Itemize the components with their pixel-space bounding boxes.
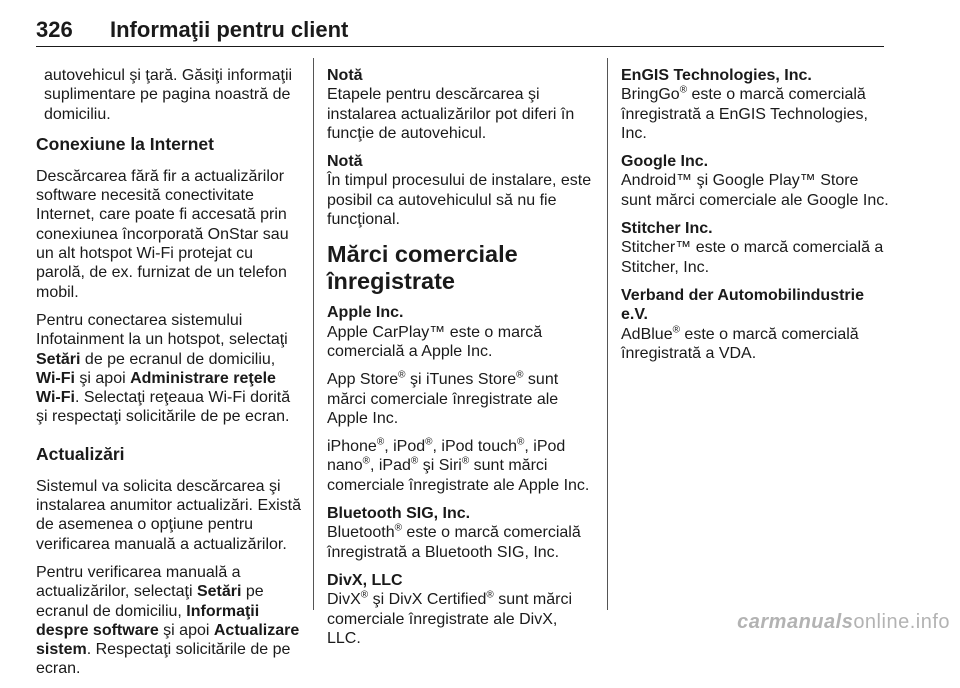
heading-internet: Conexiune la Internet — [36, 133, 214, 154]
paragraph-hotspot: Pentru conectarea sistemului Infotainment la un hotspot, selectaţi Setări de pe ecranul de domiciliu, Wi-Fi şi apoi Administrare reţele Wi-Fi. Selectaţi reţeaua Wi-Fi dorită şi respectaţi solicitările de pe ecran. — [36, 311, 291, 426]
continued-paragraph: autovehicul şi ţară. Găsiţi informaţii suplimentare pe pagina noastră de domiciliu. — [44, 67, 293, 123]
note-steps: Notă Etapele pentru descărcarea şi instalarea actualizărilor pot diferi în funcţie de autovehicul. — [327, 66, 595, 143]
column-divider — [313, 58, 314, 610]
watermark: carmanualsonline.info — [737, 611, 950, 633]
trademark-vda: Verband der Automobilindustrie e.V. AdBlue® este o marcă comercială înregistrată a VDA. — [621, 286, 893, 363]
company-name: Bluetooth SIG, Inc. — [327, 505, 471, 523]
trademark-engis: EnGIS Technologies, Inc. BringGo® este o marcă comercială înregistrată a EnGIS Technologies, Inc. — [621, 66, 893, 143]
note-install: Notă În timpul procesului de instalare, este posibil ca autovehiculul să nu fie funcţional. — [327, 152, 595, 229]
column-divider — [607, 58, 608, 610]
page-number: 326 — [36, 17, 73, 42]
trademark-apple-2: App Store® şi iTunes Store® sunt mărci comerciale înregistrate ale Apple Inc. — [327, 369, 559, 427]
company-name: DivX, LLC — [327, 571, 403, 589]
heading-trademarks: Mărci comerciale înregistrate — [327, 241, 518, 295]
company-name: Verband der Automobilindustrie e.V. — [621, 286, 864, 324]
paragraph-wireless: Descărcarea fără fir a actualizărilor software necesită conectivitate Internet, care poate fi accesată prin conexiunea încorporată OnStar sau un alt hotspot Wi-Fi protejat cu parolă, de ex. furnizat de un telefon mobil. — [36, 167, 289, 301]
paragraph-manual-check: Pentru verificarea manuală a actualizărilor, selectaţi Setări pe ecranul de domiciliu, Informaţii despre software şi apoi Actualizare sistem. Respectaţi solicitările de pe ecran. — [36, 563, 300, 678]
note-label: Notă — [327, 153, 363, 171]
trademark-apple-1: Apple Inc. Apple CarPlay™ este o marcă comercială a Apple Inc. — [327, 303, 595, 361]
company-name: EnGIS Technologies, Inc. — [621, 67, 812, 84]
company-name: Apple Inc. — [327, 304, 404, 322]
company-name: Google Inc. — [621, 153, 709, 171]
trademark-bluetooth: Bluetooth SIG, Inc. Bluetooth® este o marcă comercială înregistrată a Bluetooth SIG, Inc. — [327, 504, 595, 562]
column-right — [621, 66, 893, 372]
note-label: Notă — [327, 67, 363, 84]
paragraph-updates: Sistemul va solicita descărcarea şi instalarea anumitor actualizări. Există de asemenea o opţiune pentru verificarea manuală a actualizărilor. — [36, 477, 302, 553]
column-middle — [327, 66, 595, 657]
trademark-divx: DivX, LLC DivX® şi DivX Certified® sunt mărci comerciale înregistrate ale DivX, LLC. — [327, 571, 595, 648]
column-left — [36, 66, 302, 688]
trademark-apple-3: iPhone®, iPod®, iPod touch®, iPod nano®, iPad® şi Siri® sunt mărci comerciale înregistrate ale Apple Inc. — [327, 436, 590, 494]
trademark-stitcher: Stitcher Inc. Stitcher™ este o marcă comercială a Stitcher, Inc. — [621, 219, 893, 277]
page-header — [36, 12, 884, 47]
chapter-title: Informaţii pentru client — [110, 17, 349, 42]
trademark-google: Google Inc. Android™ şi Google Play™ Store sunt mărci comerciale ale Google Inc. — [621, 152, 893, 210]
heading-updates: Actualizări — [36, 443, 125, 464]
company-name: Stitcher Inc. — [621, 220, 713, 238]
